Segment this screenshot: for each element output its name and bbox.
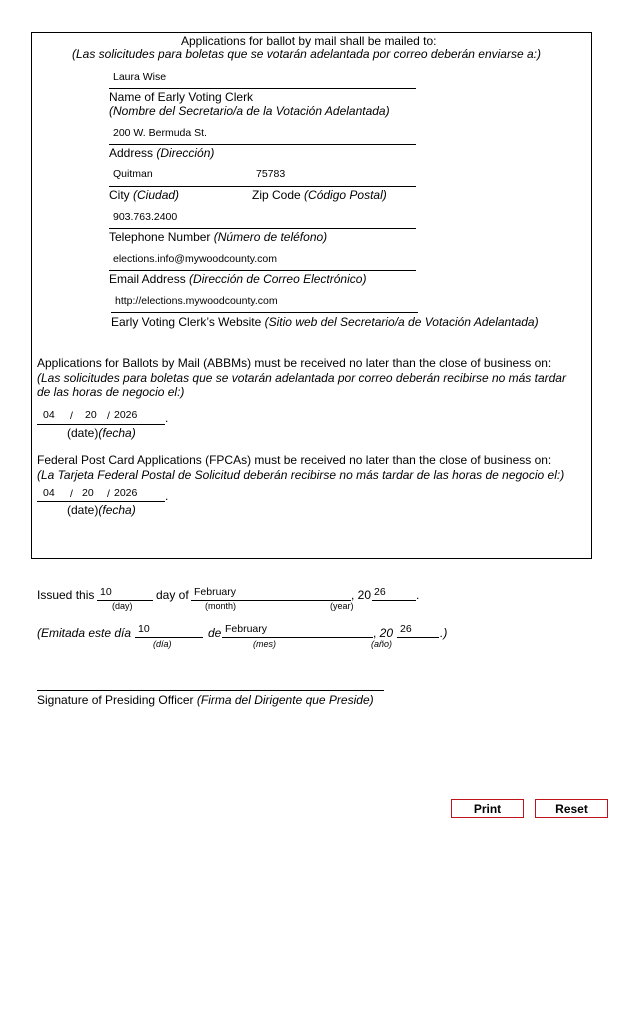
clerk-name-field[interactable]: Laura Wise <box>113 71 167 83</box>
fpca-text-es: (La Tarjeta Federal Postal de Solicitud deberán recibirse no más tardar de las horas de negocio el:) <box>37 468 565 482</box>
abbm-text: Applications for Ballots by Mail (ABBMs) must be received no later than the close of business on: <box>37 356 552 370</box>
mail-to-heading: Applications for ballot by mail shall be mailed to: <box>181 34 437 48</box>
abbm-sep-1: / <box>70 410 73 422</box>
issued-year-line <box>372 600 416 601</box>
reset-button[interactable]: Reset <box>535 799 608 818</box>
issued-es-day-label: (día) <box>153 639 172 649</box>
zip-label: Zip Code (Código Postal) <box>252 188 387 202</box>
issued-es-century: , 20 <box>373 626 394 640</box>
issued-es-close: .) <box>440 626 448 640</box>
abbm-text-es-2: de las horas de negocio el:) <box>37 385 185 399</box>
address-line <box>109 144 416 145</box>
fpca-day-field[interactable]: 20 <box>82 487 94 499</box>
issued-day-of: day of <box>156 588 189 602</box>
issued-es-month-label: (mes) <box>253 639 276 649</box>
mail-to-heading-es: (Las solicitudes para boletas que se votarán adelantada por correo deberán enviarse a:) <box>72 47 541 61</box>
issued-month-label: (month) <box>205 601 237 611</box>
fpca-month-field[interactable]: 04 <box>43 487 55 499</box>
issued-es-year-field[interactable]: 26 <box>400 623 412 635</box>
fpca-sep-1: / <box>70 488 73 500</box>
issued-year-label: (year) <box>330 601 354 611</box>
fpca-period: . <box>165 489 169 503</box>
issued-es-day-field[interactable]: 10 <box>138 623 150 635</box>
abbm-day-field[interactable]: 20 <box>85 409 97 421</box>
issued-es-year-line <box>397 637 439 638</box>
email-label: Email Address (Dirección de Correo Electrónico) <box>109 272 367 286</box>
abbm-month-field[interactable]: 04 <box>43 409 55 421</box>
signature-line <box>37 690 384 691</box>
issued-es-month-line <box>222 637 373 638</box>
issued-prefix: Issued this <box>37 588 95 602</box>
city-field[interactable]: Quitman <box>113 168 153 180</box>
abbm-text-es-1: (Las solicitudes para boletas que se votarán adelantada por correo deberán recibirse no más tardar <box>37 371 566 385</box>
abbm-year-field[interactable]: 2026 <box>114 409 138 421</box>
address-label: Address (Dirección) <box>109 146 215 160</box>
issued-day-field[interactable]: 10 <box>100 586 112 598</box>
fpca-date-label: (date)(fecha) <box>67 503 136 517</box>
website-label: Early Voting Clerk’s Website (Sitio web del Secretario/a de Votación Adelantada) <box>111 315 539 329</box>
abbm-date-label: (date)(fecha) <box>67 426 136 440</box>
issued-century: , 20 <box>351 588 372 602</box>
phone-line <box>109 228 416 229</box>
signature-label: Signature of Presiding Officer (Firma del Dirigente que Preside) <box>37 693 374 707</box>
email-field[interactable]: elections.info@mywoodcounty.com <box>113 253 277 265</box>
city-label: City (Ciudad) <box>109 188 180 202</box>
clerk-name-line <box>109 88 416 89</box>
fpca-year-field[interactable]: 2026 <box>114 487 138 499</box>
fpca-date-line <box>37 501 165 502</box>
abbm-sep-2: / <box>107 410 110 422</box>
website-line <box>111 312 418 313</box>
fpca-sep-2: / <box>107 488 110 500</box>
issued-year-field[interactable]: 26 <box>374 586 386 598</box>
clerk-name-label-es: (Nombre del Secretario/a de la Votación Adelantada) <box>109 104 390 118</box>
phone-label: Telephone Number (Número de teléfono) <box>109 230 328 244</box>
abbm-period: . <box>165 411 169 425</box>
zip-field[interactable]: 75783 <box>256 168 286 180</box>
issued-es-prefix: (Emitada este día <box>37 626 132 640</box>
email-line <box>109 270 416 271</box>
issued-es-de: de <box>208 626 222 640</box>
website-field[interactable]: http://elections.mywoodcounty.com <box>115 295 278 307</box>
issued-day-label: (day) <box>112 601 133 611</box>
issued-period: . <box>416 588 420 602</box>
address-field[interactable]: 200 W. Bermuda St. <box>113 127 207 139</box>
clerk-name-label: Name of Early Voting Clerk <box>109 90 254 104</box>
issued-month-field[interactable]: February <box>194 586 237 598</box>
abbm-date-line <box>37 424 165 425</box>
issued-es-day-line <box>135 637 203 638</box>
phone-field[interactable]: 903.763.2400 <box>113 211 178 223</box>
print-button[interactable]: Print <box>451 799 524 818</box>
city-zip-line <box>109 186 416 187</box>
issued-es-month-field[interactable]: February <box>225 623 268 635</box>
fpca-text: Federal Post Card Applications (FPCAs) must be received no later than the close of business on: <box>37 453 552 467</box>
issued-es-year-label: (año) <box>371 639 393 649</box>
